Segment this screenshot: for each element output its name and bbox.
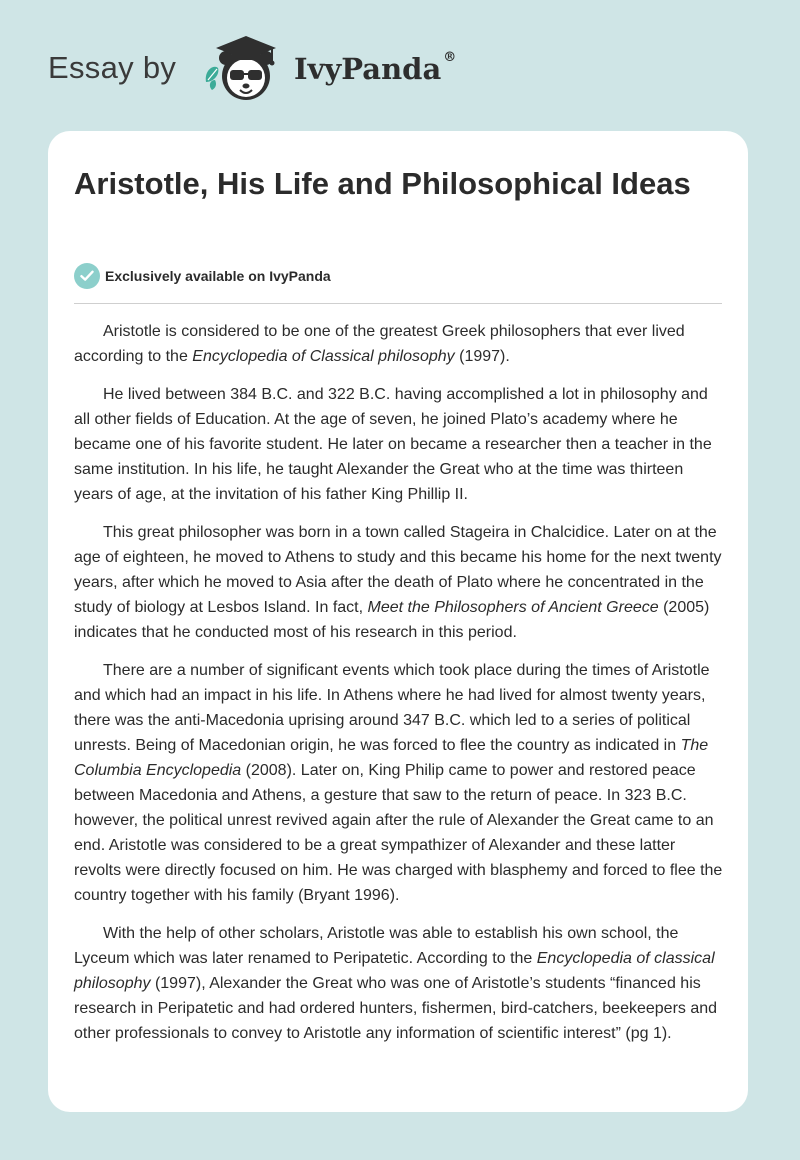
citation-title: The Columbia Encyclopedia bbox=[74, 737, 709, 779]
registered-mark: ® bbox=[443, 50, 457, 65]
paragraph-text: (2005) indicates that he conducted most of his research in this period. bbox=[74, 599, 710, 641]
paragraph-text: (2008). Later on, King Philip came to power and restored peace between Macedonia and Athens, a gesture that saw to the return of peace. In 323 B.C. however, the political unrest revived again after the rule of Alexander the Great came to an end. Aristotle was considered to be a great sympathizer of Alexander and these latter revolts were directly focused on him. He was charged with blasphemy and forced to flee the country together with his family (Bryant 1996). bbox=[74, 762, 723, 904]
exclusive-label: Exclusively available on IvyPanda bbox=[105, 268, 331, 284]
essay-paragraph bbox=[74, 658, 726, 908]
brand-name[interactable]: IvyPanda ® bbox=[294, 50, 457, 86]
divider bbox=[74, 303, 722, 304]
essay-paragraph bbox=[74, 319, 726, 369]
paragraph-text: With the help of other scholars, Aristotle was able to establish his own school, the Lyceum which was later renamed to Peripatetic. According to the bbox=[74, 925, 679, 967]
citation-title: Encyclopedia of classical philosophy bbox=[74, 950, 715, 992]
page-title: Aristotle, His Life and Philosophical Ideas bbox=[74, 166, 691, 201]
citation-title: Meet the Philosophers of Ancient Greece bbox=[367, 599, 659, 616]
essay-paragraph bbox=[74, 382, 726, 507]
paragraph-text: (1997). bbox=[454, 348, 510, 365]
site-header bbox=[48, 30, 468, 110]
paragraph-text: (1997), Alexander the Great who was one of Aristotle’s students “financed his research in Peripatetic and had ordered hunters, fishermen, bird-catchers, beekeepers and other professionals to convey to Aristotle any information of scientific interest” (pg 1). bbox=[74, 975, 718, 1042]
check-badge-icon bbox=[74, 263, 100, 289]
citation-title: Encyclopedia of Classical philosophy bbox=[192, 348, 455, 365]
essay-body bbox=[74, 319, 726, 1059]
essay-card bbox=[48, 131, 748, 1112]
brand-prefix: Essay by bbox=[48, 50, 177, 85]
exclusive-badge bbox=[74, 263, 331, 289]
paragraph-text: This great philosopher was born in a town called Stageira in Chalcidice. Later on at the age of eighteen, he moved to Athens to study and this became his home for the next twenty years, after which he moved to Asia after the death of Plato where he concentrated in the study of biology at Lesbos Island. In fact, bbox=[74, 524, 722, 616]
essay-paragraph bbox=[74, 921, 726, 1046]
paragraph-text: He lived between 384 B.C. and 322 B.C. having accomplished a lot in philosophy and all other fields of Education. At the age of seven, he joined Plato’s academy where he became one of his favorite student. He later on became a researcher then a teacher in the same institution. In his life, he taught Alexander the Great who at the time was thirteen years of age, at the invitation of his father King Phillip II. bbox=[74, 386, 712, 503]
paragraph-text: There are a number of significant events which took place during the times of Aristotle and which had an impact in his life. In Athens where he had lived for almost twenty years, there was the anti-Macedonia uprising around 347 B.C. which led to a series of political unrests. Being of Macedonian origin, he was forced to flee the country as indicated in bbox=[74, 662, 710, 754]
essay-paragraph bbox=[74, 520, 726, 645]
paragraph-text: Aristotle is considered to be one of the greatest Greek philosophers that ever lived according to the bbox=[74, 323, 685, 365]
panda-graduate-icon[interactable] bbox=[198, 30, 288, 110]
